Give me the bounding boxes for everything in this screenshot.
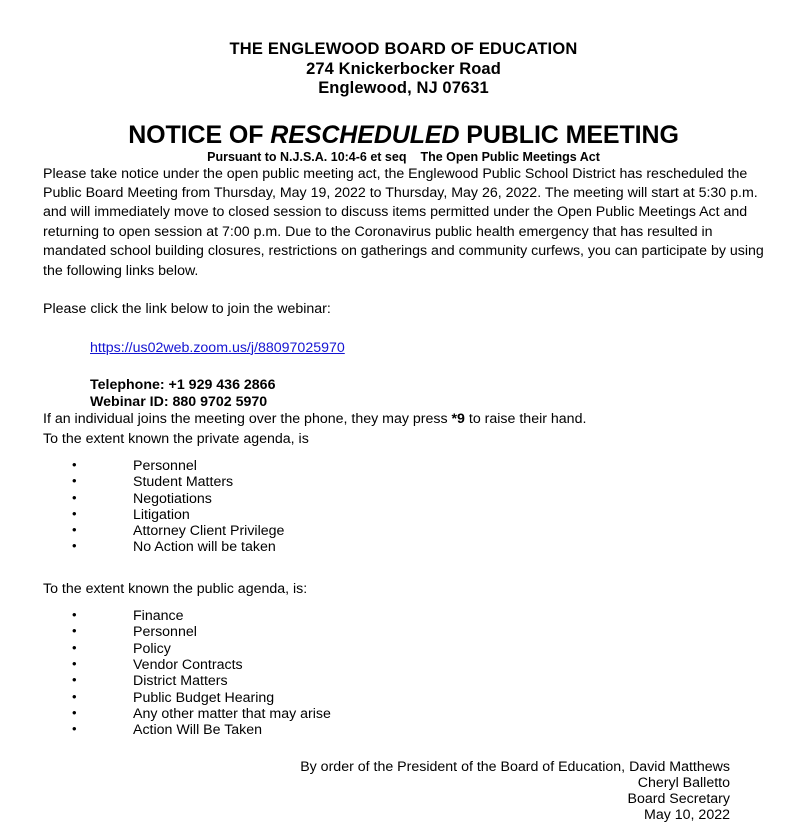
list-item: • Any other matter that may arise <box>43 706 775 722</box>
title-block <box>0 121 807 165</box>
phone-note-keycode: *9 <box>451 411 465 428</box>
public-agenda-list <box>43 608 775 738</box>
signature-block <box>43 759 730 823</box>
phone-raise-hand-note <box>43 410 775 429</box>
signature-role: Board Secretary <box>627 791 730 808</box>
city-state-zip: Englewood, NJ 07631 <box>318 79 489 97</box>
title-italic-word: RESCHEDULED <box>270 120 460 149</box>
list-item: • Finance <box>43 608 775 624</box>
webinar-id-line: Webinar ID: 880 9702 5970 <box>90 393 268 410</box>
public-agenda-intro: To the extent known the public agenda, is: <box>43 580 308 597</box>
spacer <box>43 281 775 300</box>
webinar-contact-block <box>90 377 775 410</box>
phone-note-after: to raise their hand. <box>464 411 587 428</box>
list-item: • Action Will Be Taken <box>43 722 775 738</box>
list-item: • Student Matters <box>43 474 775 490</box>
list-item: • Policy <box>43 641 775 657</box>
subtitle-statute: Pursuant to N.J.S.A. 10:4-6 et seq <box>207 149 407 164</box>
signature-name: Cheryl Balletto <box>637 774 730 791</box>
organization-name: THE ENGLEWOOD BOARD OF EDUCATION <box>229 40 578 58</box>
list-item: • Attorney Client Privilege <box>43 523 775 539</box>
list-item: • Personnel <box>43 458 775 474</box>
document-body <box>43 165 775 823</box>
zoom-webinar-link[interactable]: https://us02web.zoom.us/j/88097025970 <box>90 339 345 356</box>
list-item: • District Matters <box>43 673 775 689</box>
telephone-line: Telephone: +1 929 436 2866 <box>90 377 276 394</box>
list-item: • No Action will be taken <box>43 539 775 555</box>
list-item: • Negotiations <box>43 491 775 507</box>
list-item: • Public Budget Hearing <box>43 690 775 706</box>
signature-order-line: By order of the President of the Board of Education, David Matthews <box>300 758 730 775</box>
phone-note-before: If an individual joins the meeting over the phone, they may press <box>43 411 452 428</box>
private-agenda-intro: To the extent known the private agenda, is <box>43 430 309 447</box>
webinar-link-row <box>90 339 775 358</box>
subtitle-act-name: The Open Public Meetings Act <box>420 149 600 164</box>
signature-date: May 10, 2022 <box>644 807 730 823</box>
private-agenda-list <box>43 458 775 556</box>
page-subtitle <box>0 150 807 165</box>
title-before-italic: NOTICE OF <box>128 120 271 149</box>
list-item: • Personnel <box>43 624 775 640</box>
title-after-italic: PUBLIC MEETING <box>459 120 679 149</box>
notice-paragraph: Please take notice under the open public meeting act, the Englewood Public School District has rescheduled the Public Board Meeting from Thursday, May 19, 2022 to Thursday, May 26, 2022. The meeting will start at 5:30 p.m. and will immediately move to closed session to discuss items permitted under the Open Public Meetings Act and returning to open session at 7:00 p.m. Due to the Coronavirus public health emergency that has resulted in mandated school building closures, restrictions on gatherings and community curfews, you can participate by using the following links below. <box>43 165 764 279</box>
webinar-instruction: Please click the link below to join the webinar: <box>43 301 331 318</box>
list-item: • Litigation <box>43 507 775 523</box>
street-address: 274 Knickerbocker Road <box>306 59 501 78</box>
list-item: • Vendor Contracts <box>43 657 775 673</box>
page-title <box>0 121 807 149</box>
letterhead <box>0 0 807 99</box>
